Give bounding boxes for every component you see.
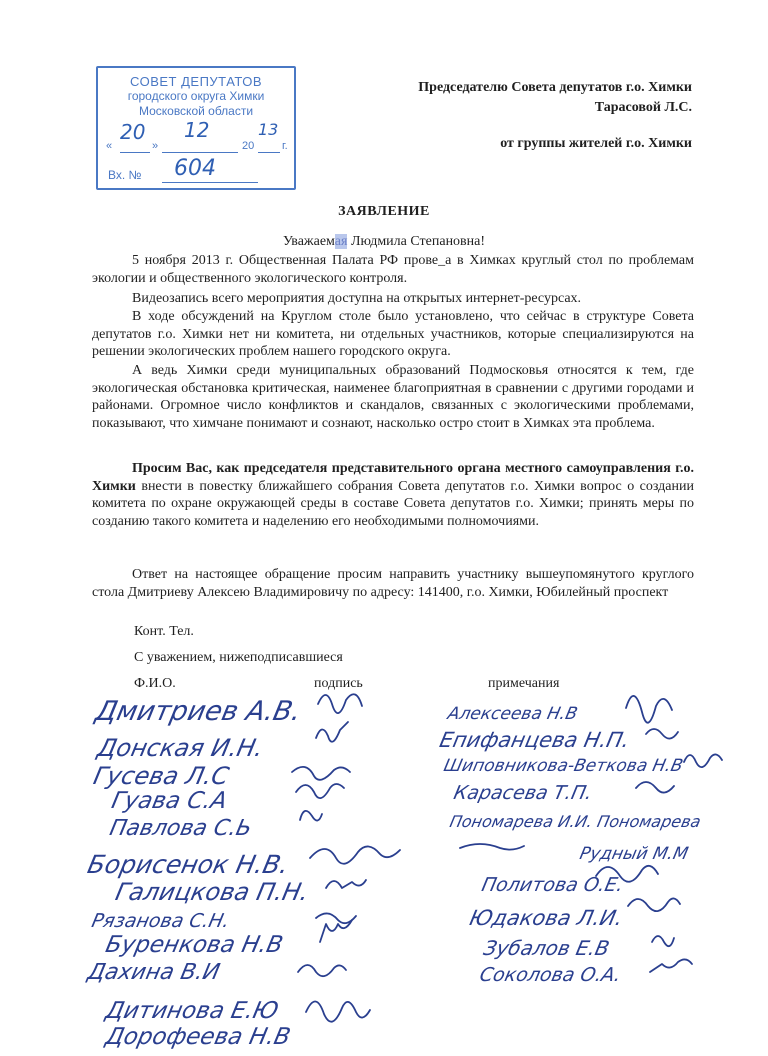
signature-right-7: Политова О.Е. (479, 874, 626, 896)
signature-right-1: Алексеева Н.В (445, 704, 580, 724)
stamp-quote-open: « (106, 140, 113, 152)
greeting-start: Уважаем (282, 234, 335, 249)
stamp-org-name: СОВЕТ ДЕПУТАТОВ (130, 74, 262, 89)
signature-left-12: Дорофеева Н.В (103, 1024, 293, 1050)
stamp-org-district: городского округа Химки (127, 89, 265, 103)
paragraph-3: В ходе обсуждений на Круглом столе было установлено, что сейчас в структуре Совета депутатов г.о. Химки нет ни комитета, ни отдельных участников, которые специализируются на решении экологических проблем нашего городского округа. (92, 309, 694, 359)
column-header-notes: примечания (488, 676, 560, 691)
stamp-incoming-label: Вх. № (108, 168, 142, 182)
paragraph-2: Видеозапись всего мероприятия доступна на открытых интернет-ресурсах. (132, 291, 582, 306)
paragraph-4: А ведь Химки среди муниципальных образований Подмосковья относятся к тем, где экологическая обстановка критическая, наименее благоприятная в сравнении с другими городами и районами. Огромное число конфликтов и скандалов, связанных с экологическими проблемами, показывают, что химчане понимают и сознают, насколько остро стоит в Химках эта проблема. (92, 363, 694, 431)
signature-right-4: Карасева Т.П. (451, 782, 595, 804)
stamp-handwritten-day: 20 (120, 120, 146, 144)
signature-left-2: Донская И.Н. (95, 734, 266, 762)
signature-left-6: Борисенок Н.В. (84, 850, 292, 879)
paragraph-request (92, 460, 694, 530)
stamp-handwritten-year: 13 (258, 120, 279, 139)
signature-left-1: Дмитриев А.В. (92, 696, 304, 727)
closing-regards: С уважением, нижеподписавшиеся (134, 650, 343, 665)
signature-right-6: Рудный М.М (577, 844, 690, 864)
addressee-line-2: Тарасовой Л.С. (594, 100, 692, 115)
stamp-quote-close: » (152, 140, 159, 152)
document-title: ЗАЯВЛЕНИЕ (338, 204, 430, 219)
signature-left-3: Гусева Л.С (91, 762, 232, 790)
addressee-line-1: Председателю Совета депутатов г.о. Химки (418, 80, 692, 95)
stamp-year-prefix: 20 (242, 140, 255, 152)
signature-right-10: Соколова О.А. (477, 964, 624, 986)
greeting-end: Людмила Степановна! (347, 234, 486, 249)
signature-right-9: Зубалов Е.В (481, 936, 612, 960)
signature-left-5: Павлова С.Ь (107, 816, 255, 841)
sender-line: от группы жителей г.о. Химки (500, 136, 692, 151)
signature-left-10: Дахина В.И (85, 960, 223, 985)
stamp-year-suffix: г. (282, 140, 288, 152)
signature-right-3: Шиповникова-Веткова Н.В (441, 756, 685, 776)
greeting (0, 234, 768, 250)
stamp-org-region: Московской области (138, 104, 254, 118)
signature-left-8: Рязанова С.Н. (89, 910, 232, 932)
contact-phone-label: Конт. Тел. (134, 624, 194, 639)
paragraph-1: 5 ноября 2013 г. Общественная Палата РФ прове_а в Химках круглый стол по проблемам экологии и общественного экологического контроля. (92, 253, 694, 286)
signature-right-5: Пономарева И.И. Пономарева (447, 812, 703, 831)
signature-left-7: Галицкова П.Н. (113, 878, 312, 906)
column-header-signature: подпись (314, 676, 363, 691)
request-rest: внести в повестку ближайшего собрания Совета депутатов г.о. Химки вопрос о создании комитета по охране окружающей среды в составе Совета депутатов г.о. Химки; принять меры по созданию такого комитета и наделению его необходимыми полномочиями. (92, 478, 694, 529)
request-bold: Просим Вас, как председателя представительного органа местного самоуправления г.о. Химки (92, 461, 694, 494)
signature-right-2: Епифанцева Н.П. (437, 728, 632, 752)
signature-left-4: Гуава С.А (109, 788, 230, 814)
stamp-handwritten-number: 604 (174, 156, 216, 181)
registration-stamp (96, 66, 296, 190)
signature-scribbles (0, 680, 768, 1056)
signature-right-8: Юдакова Л.И. (467, 906, 625, 930)
column-header-fio: Ф.И.О. (134, 676, 176, 691)
signature-left-9: Буренкова Н.В (103, 932, 286, 958)
paragraph-reply-address: Ответ на настоящее обращение просим направить участнику вышеупомянутого круглого стола Дмитриеву Алексею Владимировичу по адресу: 141400, г.о. Химки, Юбилейный проспект (92, 567, 694, 600)
greeting-highlight: ая (334, 234, 348, 249)
signature-left-11: Дитинова Е.Ю (103, 998, 281, 1024)
stamp-handwritten-month: 12 (184, 118, 210, 142)
